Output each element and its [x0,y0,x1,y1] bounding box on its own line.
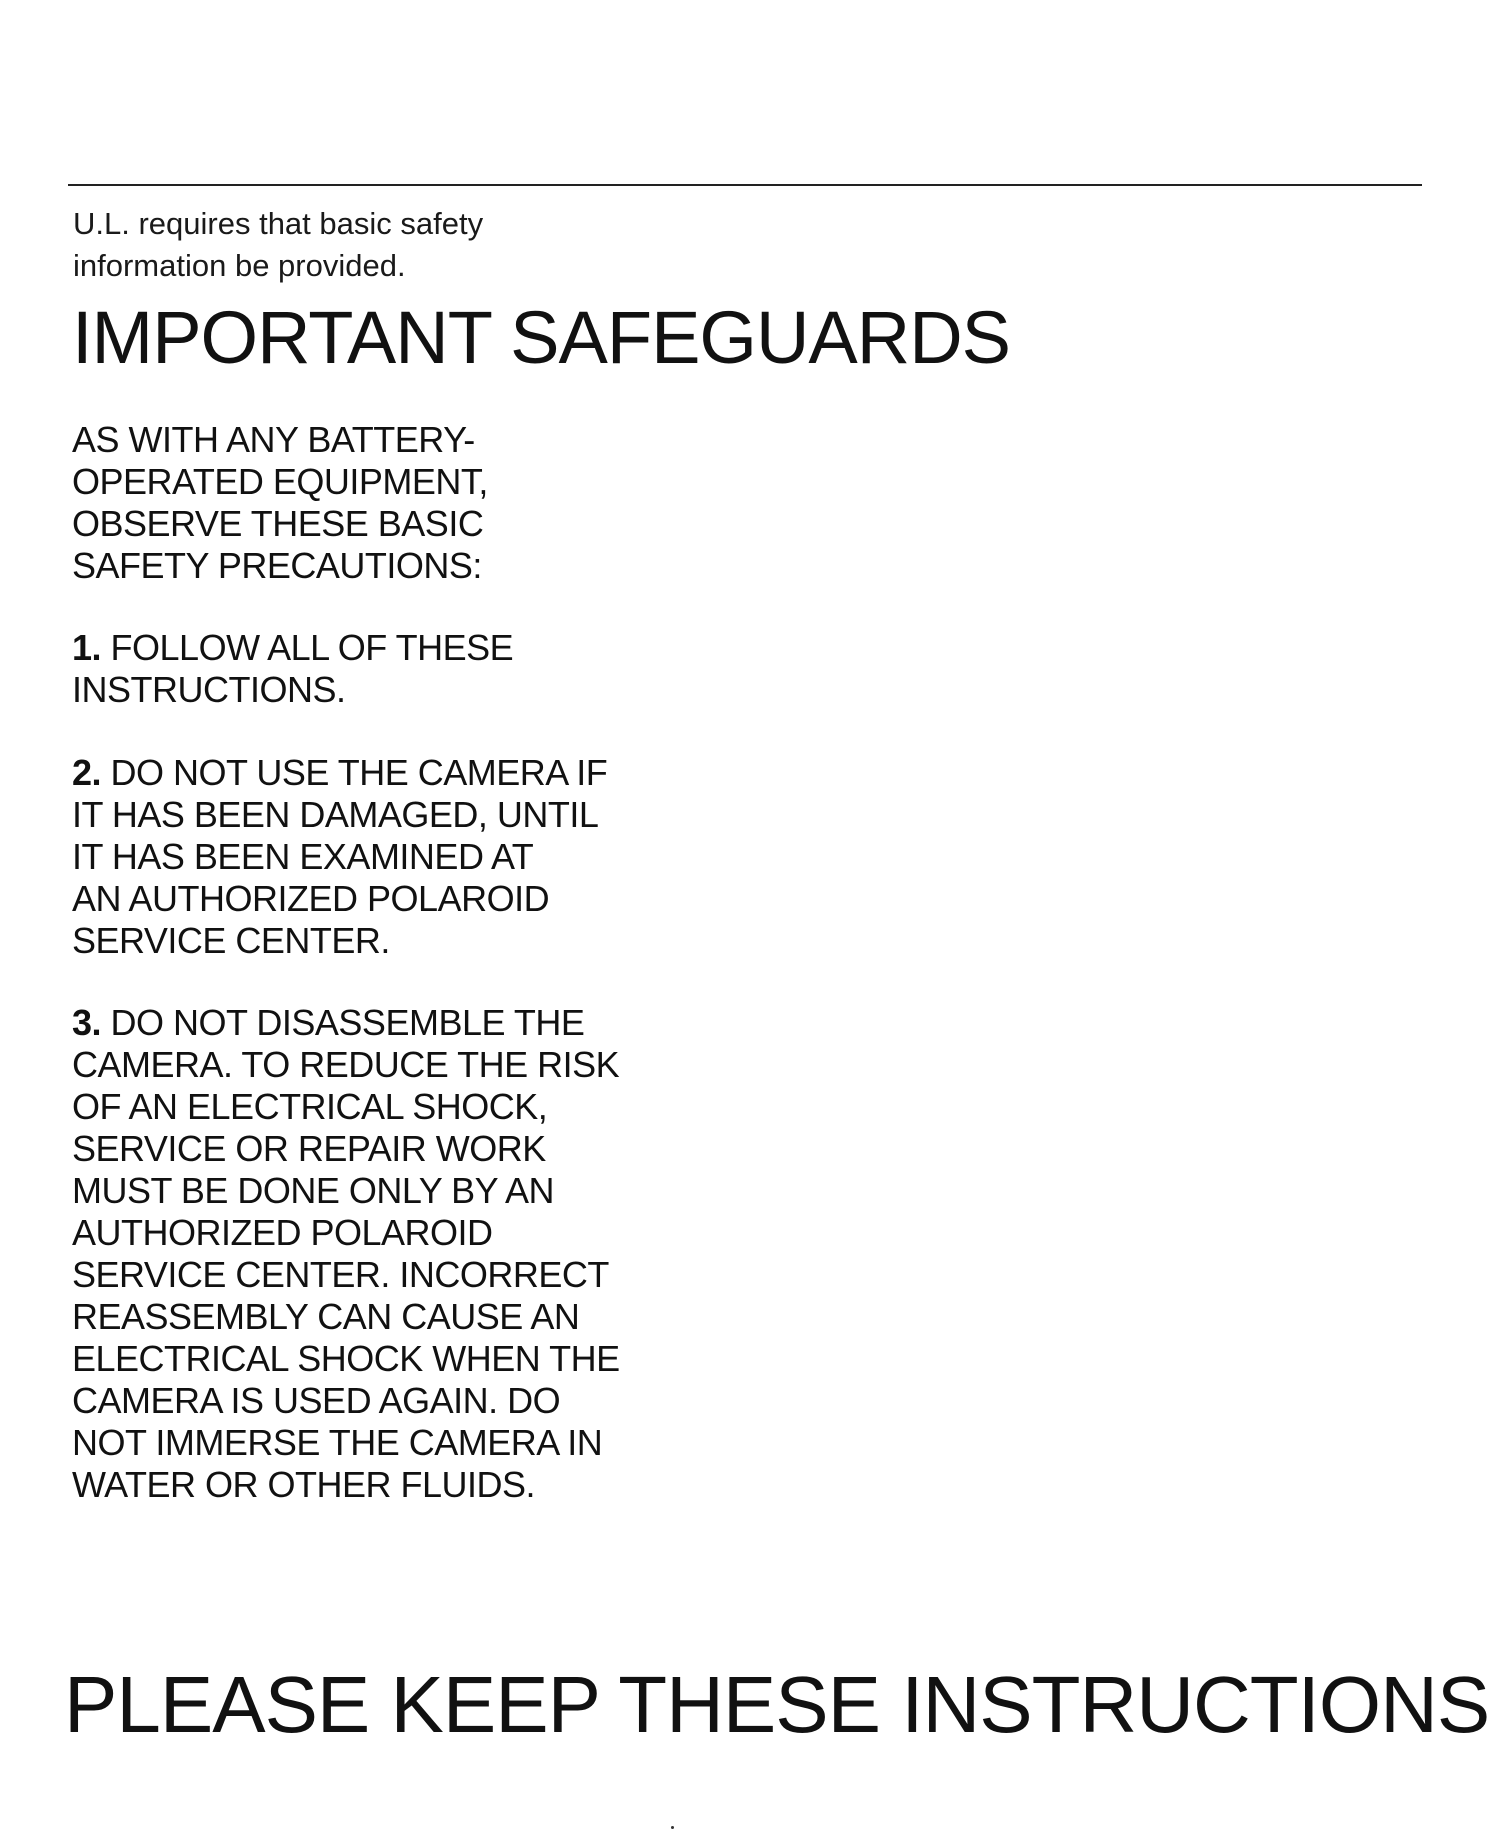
preamble-line: OBSERVE THESE BASIC [72,503,484,544]
item-line [72,752,712,794]
item-line: NOT IMMERSE THE CAMERA IN [72,1422,603,1463]
ul-requirement-note [73,203,593,287]
item-line: IT HAS BEEN DAMAGED, UNTIL [72,794,599,835]
safeguard-item-3 [72,1002,712,1506]
item-number: 1. [72,627,102,668]
page-mark [671,1826,674,1829]
item-number: 3. [72,1002,102,1043]
item-line: SERVICE CENTER. INCORRECT [72,1254,609,1295]
item-line: SERVICE OR REPAIR WORK [72,1128,546,1169]
item-line: ELECTRICAL SHOCK WHEN THE [72,1338,620,1379]
safety-preamble [72,419,712,587]
item-line: CAMERA. TO REDUCE THE RISK [72,1044,620,1085]
preamble-line: SAFETY PRECAUTIONS: [72,545,482,586]
item-line: OF AN ELECTRICAL SHOCK, [72,1086,548,1127]
page-title: IMPORTANT SAFEGUARDS [72,296,1011,379]
item-number: 2. [72,752,102,793]
item-line: AUTHORIZED POLAROID [72,1212,493,1253]
item-text: FOLLOW ALL OF THESE [110,627,514,668]
preamble-line: AS WITH ANY BATTERY- [72,419,475,460]
item-line: AN AUTHORIZED POLAROID [72,878,550,919]
ul-note-line: information be provided. [73,248,406,283]
item-line: SERVICE CENTER. [72,920,390,961]
safeguard-item-1 [72,627,712,711]
item-text: DO NOT USE THE CAMERA IF [110,752,608,793]
item-text: DO NOT DISASSEMBLE THE [110,1002,585,1043]
item-line: WATER OR OTHER FLUIDS. [72,1464,536,1505]
item-line [72,1002,712,1044]
top-rule [68,184,1422,186]
item-line: MUST BE DONE ONLY BY AN [72,1170,554,1211]
item-line [72,627,712,669]
item-line: IT HAS BEEN EXAMINED AT [72,836,534,877]
item-line: REASSEMBLY CAN CAUSE AN [72,1296,580,1337]
preamble-line: OPERATED EQUIPMENT, [72,461,488,502]
closing-instruction: PLEASE KEEP THESE INSTRUCTIONS [64,1660,1490,1749]
ul-note-line: U.L. requires that basic safety [73,206,484,241]
item-line: CAMERA IS USED AGAIN. DO [72,1380,561,1421]
safeguard-item-2 [72,752,712,962]
item-line: INSTRUCTIONS. [72,669,346,710]
